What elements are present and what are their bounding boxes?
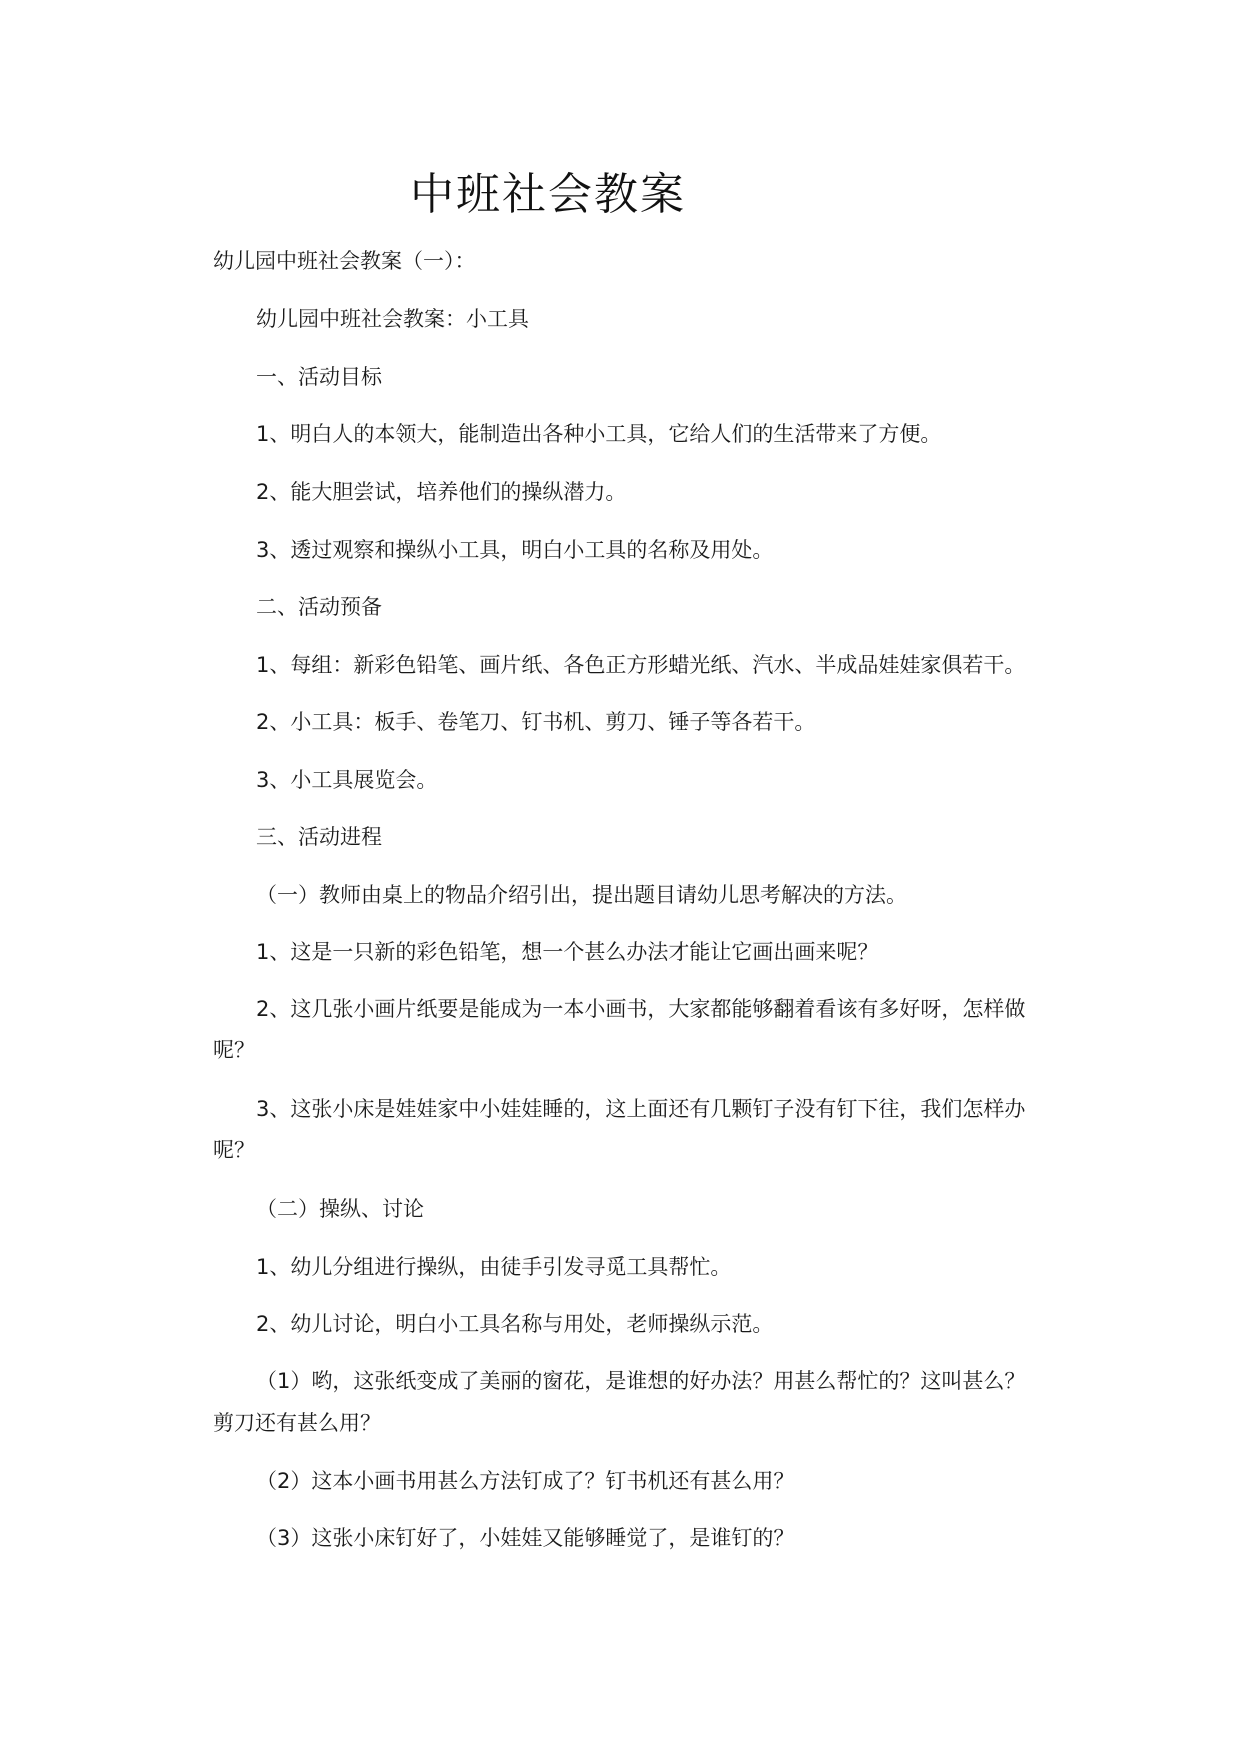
- paragraph-line: 一、活动目标: [256, 365, 382, 389]
- paragraph-line: 3、这张小床是娃娃家中小娃娃睡的，这上面还有几颗钉子没有钉下往，我们怎样办: [256, 1097, 1026, 1121]
- page-title: 中班社会教案: [410, 169, 686, 220]
- paragraph-line: 呢？: [213, 1138, 255, 1162]
- paragraph-line: （一）教师由桌上的物品介绍引出，提出题目请幼儿思考解决的方法。: [256, 883, 907, 907]
- paragraph-line: 2、能大胆尝试，培养他们的操纵潜力。: [256, 480, 627, 504]
- paragraph-line: 1、明白人的本领大，能制造出各种小工具，它给人们的生活带来了方便。: [256, 422, 942, 446]
- paragraph-line: 剪刀还有甚么用？: [213, 1411, 381, 1435]
- lesson-subtitle: 幼儿园中班社会教案：小工具: [256, 307, 529, 331]
- paragraph-line: 三、活动进程: [256, 825, 382, 849]
- paragraph-line: （2）这本小画书用甚么方法钉成了？钉书机还有甚么用？: [256, 1469, 795, 1493]
- paragraph-line: 1、幼儿分组进行操纵，由徒手引发寻觅工具帮忙。: [256, 1255, 732, 1279]
- paragraph-line: 2、小工具：板手、卷笔刀、钉书机、剪刀、锤子等各若干。: [256, 710, 816, 734]
- paragraph-line: （1）哟，这张纸变成了美丽的窗花，是谁想的好办法？用甚么帮忙的？这叫甚么？: [256, 1369, 1026, 1393]
- paragraph-line: 二、活动预备: [256, 595, 382, 619]
- paragraph-line: 3、小工具展览会。: [256, 768, 438, 792]
- paragraph-line: 3、透过观察和操纵小工具，明白小工具的名称及用处。: [256, 538, 774, 562]
- paragraph-line: 1、这是一只新的彩色铅笔，想一个甚么办法才能让它画出画来呢？: [256, 940, 879, 964]
- section-heading: 幼儿园中班社会教案（一）：: [213, 249, 476, 273]
- paragraph-line: 1、每组：新彩色铅笔、画片纸、各色正方形蜡光纸、汽水、半成品娃娃家俱若干。: [256, 653, 1026, 677]
- paragraph-line: 2、这几张小画片纸要是能成为一本小画书，大家都能够翻着看该有多好呀，怎样做: [256, 997, 1026, 1021]
- paragraph-line: 2、幼儿讨论，明白小工具名称与用处，老师操纵示范。: [256, 1312, 774, 1336]
- paragraph-line: （3）这张小床钉好了，小娃娃又能够睡觉了，是谁钉的？: [256, 1526, 795, 1550]
- paragraph-line: （二）操纵、讨论: [256, 1197, 424, 1221]
- paragraph-line: 呢？: [213, 1038, 255, 1062]
